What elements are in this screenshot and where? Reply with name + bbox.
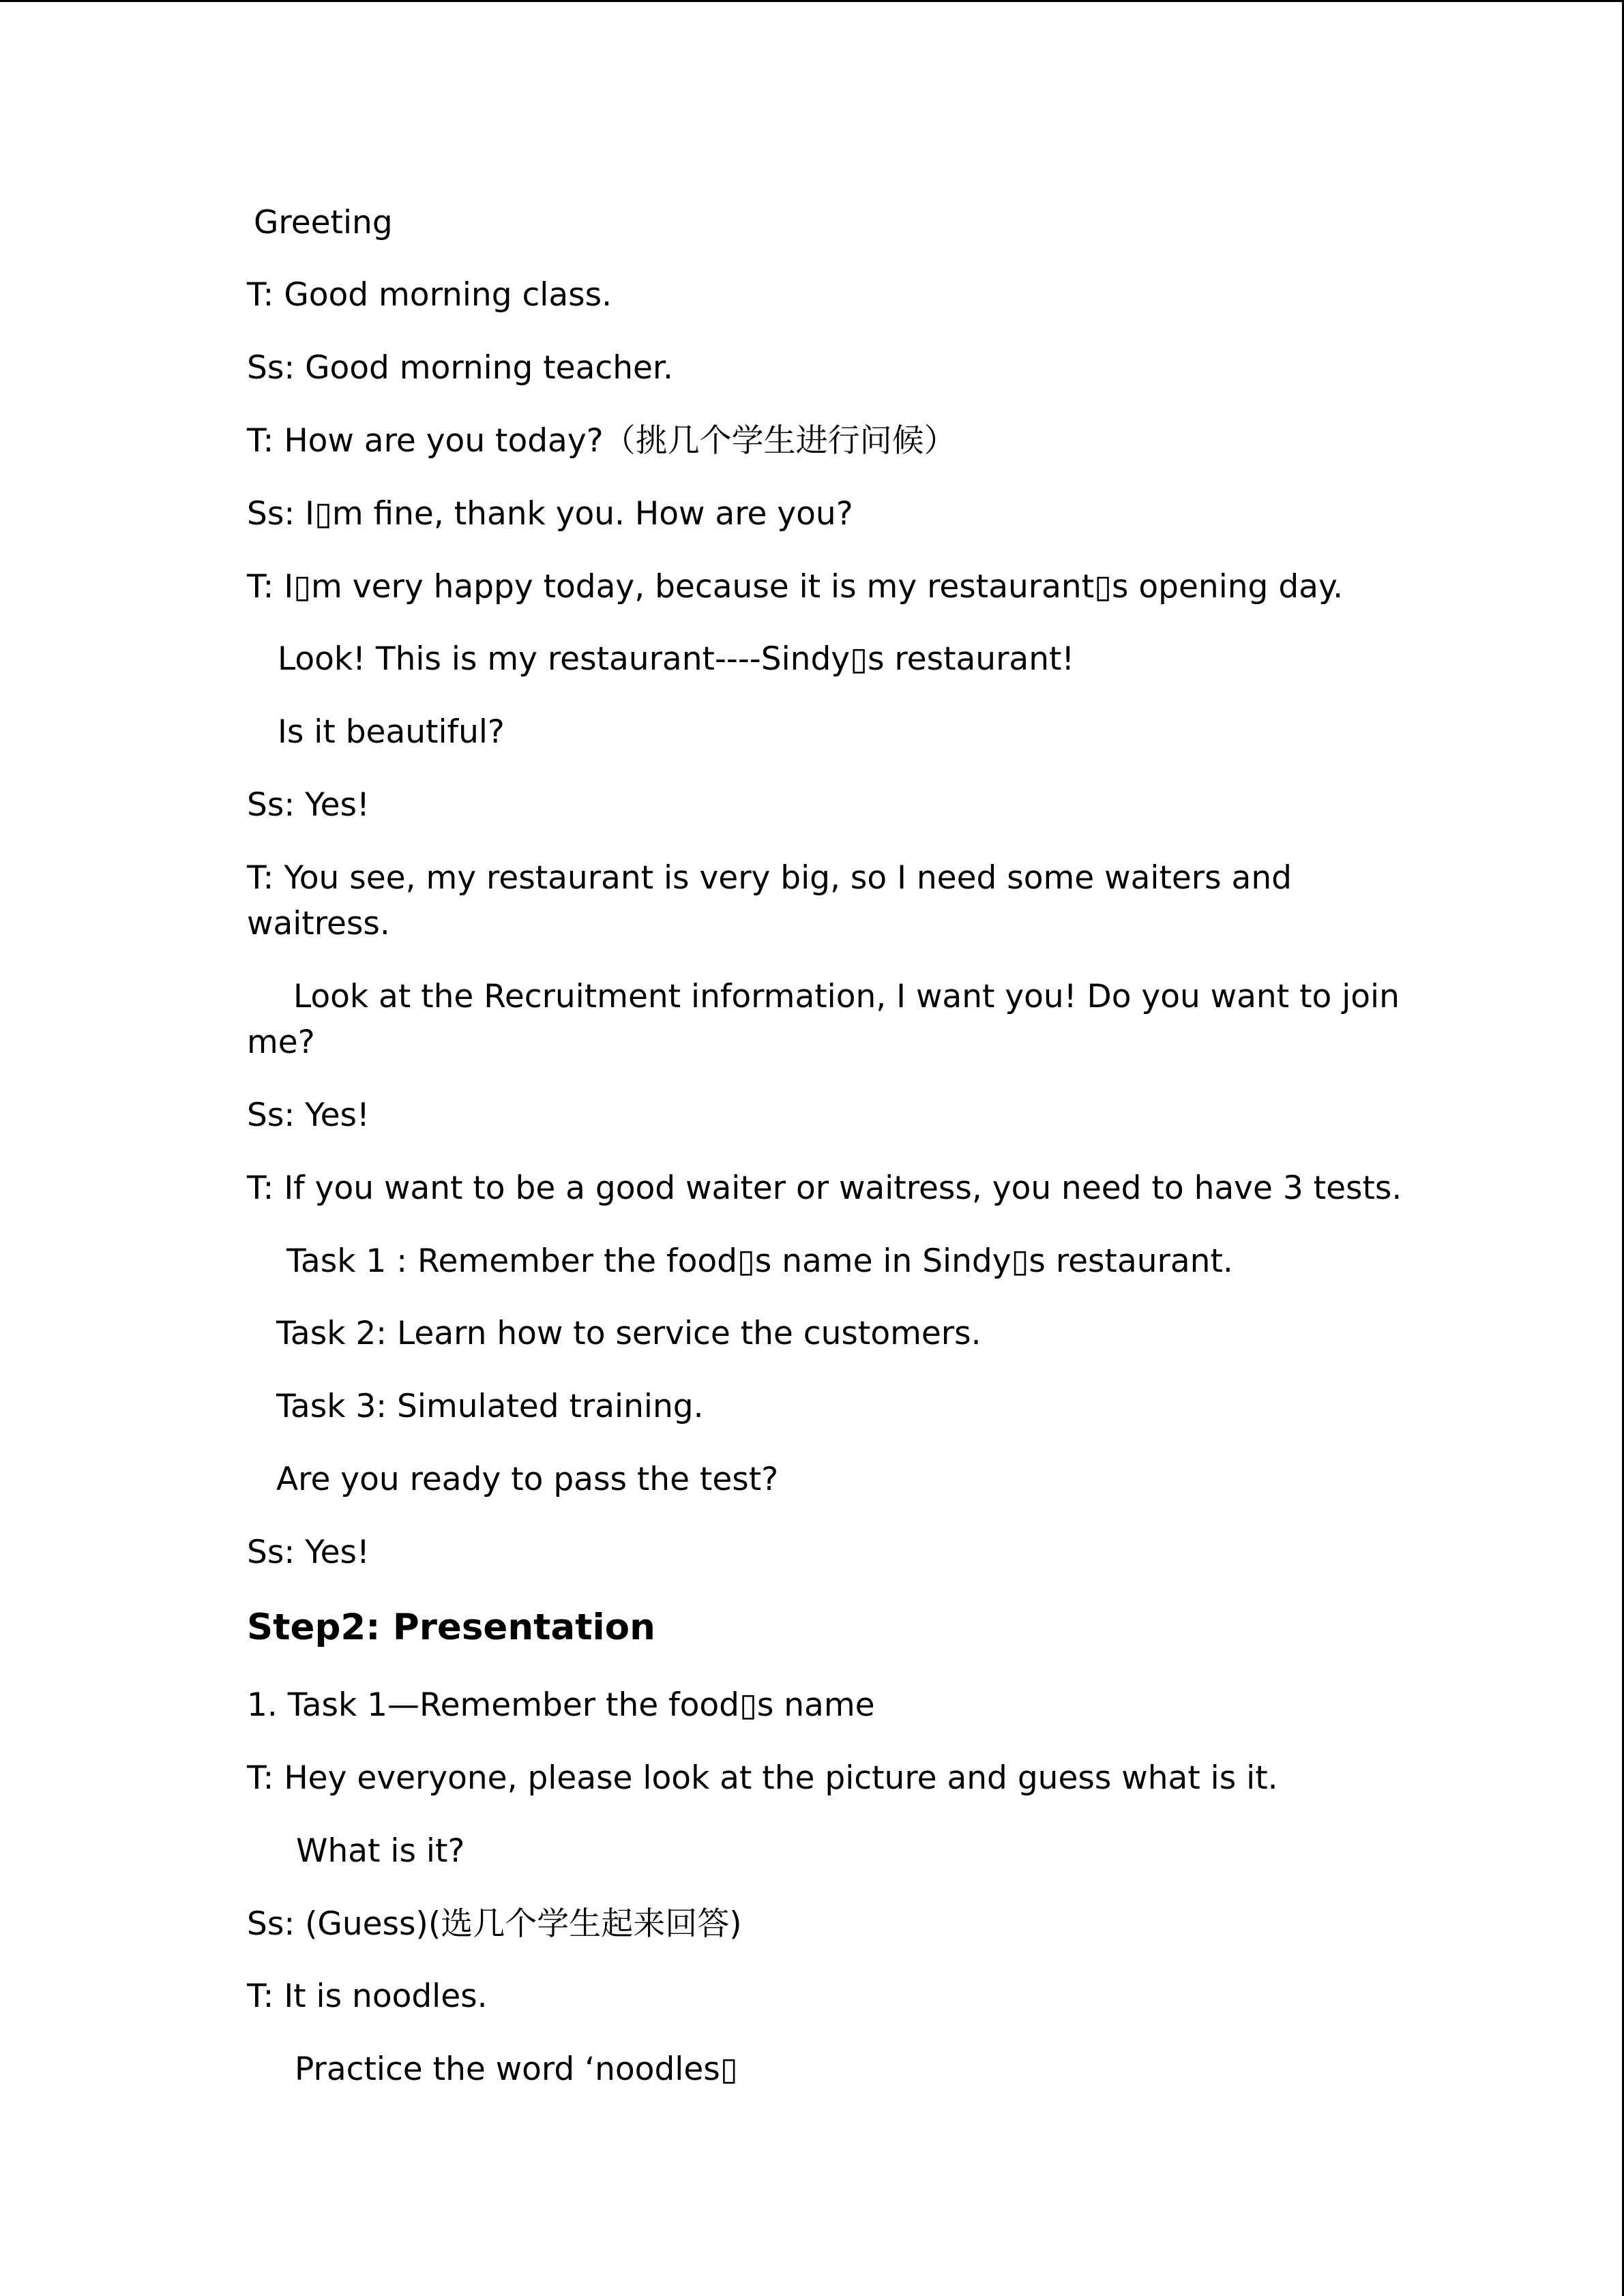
dialogue-line: Are you ready to pass the test? xyxy=(276,1461,779,1498)
dialogue-line: Ss: Yes! xyxy=(247,1097,370,1134)
dialogue-line: T: You see, my restaurant is very big, so I need some waiters and waitress. xyxy=(247,859,1292,942)
task-heading: 1. Task 1—Remember the food▯s name xyxy=(247,1686,875,1724)
dialogue-line: Ss: Yes! xyxy=(247,786,370,824)
dialogue-line: Ss: I▯m fine, thank you. How are you? xyxy=(247,495,853,533)
dialogue-line: Ss: Yes! xyxy=(247,1534,370,1571)
dialogue-line: Is it beautiful? xyxy=(278,713,505,751)
section-label-greeting: Greeting xyxy=(254,204,393,241)
dialogue-line: T: How are you today?（挑几个学生进行问候） xyxy=(247,422,956,460)
dialogue-line: Look at the Recruitment information, I want you! Do you want to join me? xyxy=(247,978,1400,1061)
task-line: Task 2: Learn how to service the customers. xyxy=(276,1315,981,1352)
dialogue-line: Look! This is my restaurant----Sindy▯s restaurant! xyxy=(278,640,1075,678)
dialogue-line: Practice the word ‘noodles▯ xyxy=(295,2051,738,2088)
dialogue-line: T: It is noodles. xyxy=(247,1978,488,2015)
task-line: Task 1 : Remember the food▯s name in Sindy▯s restaurant. xyxy=(286,1242,1233,1280)
task-line: Task 3: Simulated training. xyxy=(276,1388,704,1425)
dialogue-line: T: I▯m very happy today, because it is my restaurant▯s opening day. xyxy=(247,568,1344,606)
dialogue-line: T: Hey everyone, please look at the picture and guess what is it. xyxy=(247,1759,1278,1797)
dialogue-line: T: Good morning class. xyxy=(247,276,612,314)
dialogue-line: T: If you want to be a good waiter or waitress, you need to have 3 tests. xyxy=(247,1169,1402,1207)
dialogue-line: Ss: (Guess)(选几个学生起来回答) xyxy=(247,1905,742,1943)
dialogue-line: Ss: Good morning teacher. xyxy=(247,349,673,387)
dialogue-line: What is it? xyxy=(296,1832,465,1870)
step-heading: Step2: Presentation xyxy=(247,1607,655,1648)
page-border-top xyxy=(0,0,1624,2)
